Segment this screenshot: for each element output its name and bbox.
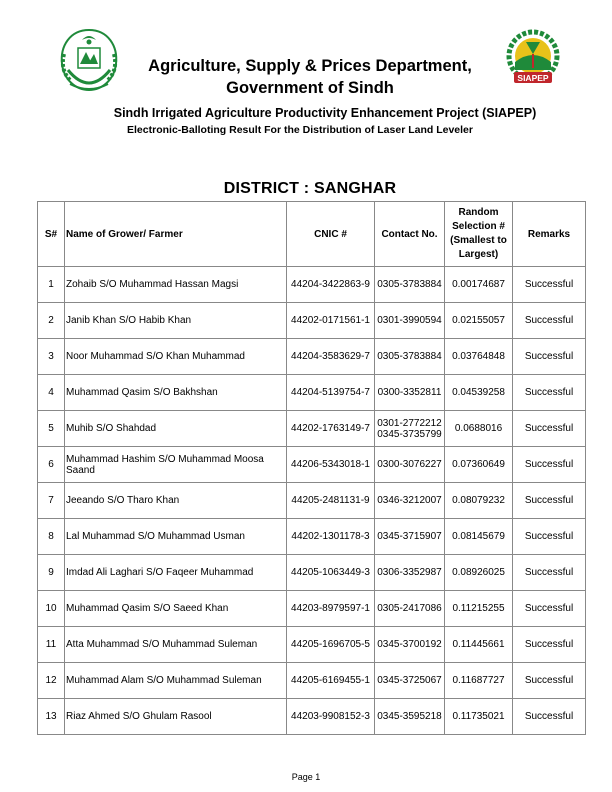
contact-number-1: 0301-2772212: [377, 417, 442, 429]
table-row: [38, 699, 586, 735]
cell-remarks: Successful: [513, 375, 586, 411]
cell-sno: 7: [38, 483, 65, 519]
table-row: [38, 555, 586, 591]
cell-random-selection: 0.11215255: [445, 591, 513, 627]
header-remarks: Remarks: [513, 202, 586, 267]
cell-remarks: Successful: [513, 699, 586, 735]
cell-contact: 0300-3352811: [375, 375, 445, 411]
cell-cnic: 44203-8979597-1: [287, 591, 375, 627]
cell-remarks: Successful: [513, 627, 586, 663]
header-sno: S#: [38, 202, 65, 267]
cell-remarks: Successful: [513, 663, 586, 699]
table-row: [38, 483, 586, 519]
cell-remarks: Successful: [513, 591, 586, 627]
cell-remarks: Successful: [513, 483, 586, 519]
table-header-row: [38, 202, 586, 267]
cell-sno: 5: [38, 411, 65, 447]
cell-random-selection: 0.04539258: [445, 375, 513, 411]
department-title-line2: Government of Sindh: [226, 79, 394, 97]
cell-contact: 0345-3595218: [375, 699, 445, 735]
cell-contact: 0346-3212007: [375, 483, 445, 519]
cell-random-selection: 0.00174687: [445, 267, 513, 303]
cell-sno: 1: [38, 267, 65, 303]
cell-cnic: 44205-1696705-5: [287, 627, 375, 663]
cell-cnic: 44206-5343018-1: [287, 447, 375, 483]
cell-cnic: 44203-9908152-3: [287, 699, 375, 735]
district-heading: DISTRICT : SANGHAR: [223, 180, 397, 197]
cell-grower-name: Lal Muhammad S/O Muhammad Usman: [65, 519, 287, 555]
cell-random-selection: 0.0688016: [445, 411, 513, 447]
cell-contact: 0300-3076227: [375, 447, 445, 483]
cell-random-selection: 0.11445661: [445, 627, 513, 663]
cell-sno: 2: [38, 303, 65, 339]
cell-cnic: 44204-5139754-7: [287, 375, 375, 411]
cell-grower-name: Imdad Ali Laghari S/O Faqeer Muhammad: [65, 555, 287, 591]
cell-grower-name: Atta Muhammad S/O Muhammad Suleman: [65, 627, 287, 663]
siapep-logo-text: SIAPEP: [517, 73, 549, 83]
table-row: [38, 447, 586, 483]
cell-sno: 3: [38, 339, 65, 375]
cell-cnic: 44205-1063449-3: [287, 555, 375, 591]
table-row: [38, 663, 586, 699]
cell-random-selection: 0.11735021: [445, 699, 513, 735]
cell-cnic: 44205-6169455-1: [287, 663, 375, 699]
project-title: Sindh Irrigated Agriculture Productivity Enhancement Project (SIAPEP): [113, 106, 537, 120]
cell-grower-name: Muhammad Hashim S/O Muhammad Moosa Saand: [65, 447, 287, 483]
cell-cnic: 44204-3583629-7: [287, 339, 375, 375]
cell-grower-name: Jeeando S/O Tharo Khan: [65, 483, 287, 519]
cell-contact: [375, 411, 445, 447]
cell-remarks: Successful: [513, 519, 586, 555]
cell-contact: 0305-3783884: [375, 339, 445, 375]
page-number: Page 1: [291, 772, 321, 782]
cell-random-selection: 0.11687727: [445, 663, 513, 699]
header-random-selection: Random Selection # (Smallest to Largest): [445, 202, 513, 267]
department-title-line1: Agriculture, Supply & Prices Department,: [148, 57, 472, 75]
cell-remarks: Successful: [513, 555, 586, 591]
table-row: [38, 519, 586, 555]
cell-sno: 6: [38, 447, 65, 483]
cell-sno: 11: [38, 627, 65, 663]
cell-grower-name: Zohaib S/O Muhammad Hassan Magsi: [65, 267, 287, 303]
table-row: [38, 375, 586, 411]
cell-random-selection: 0.08145679: [445, 519, 513, 555]
cell-sno: 13: [38, 699, 65, 735]
cell-grower-name: Muhammad Qasim S/O Bakhshan: [65, 375, 287, 411]
sindh-government-emblem-icon: [56, 24, 122, 94]
cell-random-selection: 0.02155057: [445, 303, 513, 339]
cell-sno: 12: [38, 663, 65, 699]
cell-random-selection: 0.08079232: [445, 483, 513, 519]
cell-grower-name: Riaz Ahmed S/O Ghulam Rasool: [65, 699, 287, 735]
balloting-subtitle: Electronic-Balloting Result For the Distribution of Laser Land Leveler: [127, 124, 473, 136]
cell-cnic: 44202-0171561-1: [287, 303, 375, 339]
siapep-logo-icon: [500, 28, 566, 90]
cell-contact: 0305-3783884: [375, 267, 445, 303]
cell-sno: 4: [38, 375, 65, 411]
cell-contact: 0301-3990594: [375, 303, 445, 339]
cell-grower-name: Muhammad Qasim S/O Saeed Khan: [65, 591, 287, 627]
header-cnic: CNIC #: [287, 202, 375, 267]
cell-sno: 9: [38, 555, 65, 591]
cell-remarks: Successful: [513, 267, 586, 303]
cell-sno: 8: [38, 519, 65, 555]
cell-remarks: Successful: [513, 447, 586, 483]
cell-cnic: 44204-3422863-9: [287, 267, 375, 303]
cell-sno: 10: [38, 591, 65, 627]
cell-cnic: 44202-1763149-7: [287, 411, 375, 447]
cell-grower-name: Muhammad Alam S/O Muhammad Suleman: [65, 663, 287, 699]
cell-random-selection: 0.03764848: [445, 339, 513, 375]
cell-remarks: Successful: [513, 339, 586, 375]
cell-grower-name: Muhib S/O Shahdad: [65, 411, 287, 447]
balloting-result-table: [37, 201, 586, 735]
cell-grower-name: Noor Muhammad S/O Khan Muhammad: [65, 339, 287, 375]
cell-contact: 0306-3352987: [375, 555, 445, 591]
contact-number-2: 0345-3735799: [377, 428, 442, 440]
table-row: [38, 627, 586, 663]
table-row: [38, 591, 586, 627]
cell-cnic: 44205-2481131-9: [287, 483, 375, 519]
cell-remarks: Successful: [513, 303, 586, 339]
header-name: Name of Grower/ Farmer: [65, 202, 287, 267]
cell-contact: 0345-3715907: [375, 519, 445, 555]
cell-cnic: 44202-1301178-3: [287, 519, 375, 555]
table-row: [38, 267, 586, 303]
table-row: [38, 411, 586, 447]
header-contact: Contact No.: [375, 202, 445, 267]
cell-grower-name: Janib Khan S/O Habib Khan: [65, 303, 287, 339]
table-row: [38, 303, 586, 339]
cell-random-selection: 0.07360649: [445, 447, 513, 483]
cell-contact: 0305-2417086: [375, 591, 445, 627]
cell-contact: 0345-3725067: [375, 663, 445, 699]
cell-contact: 0345-3700192: [375, 627, 445, 663]
cell-remarks: Successful: [513, 411, 586, 447]
cell-random-selection: 0.08926025: [445, 555, 513, 591]
table-row: [38, 339, 586, 375]
